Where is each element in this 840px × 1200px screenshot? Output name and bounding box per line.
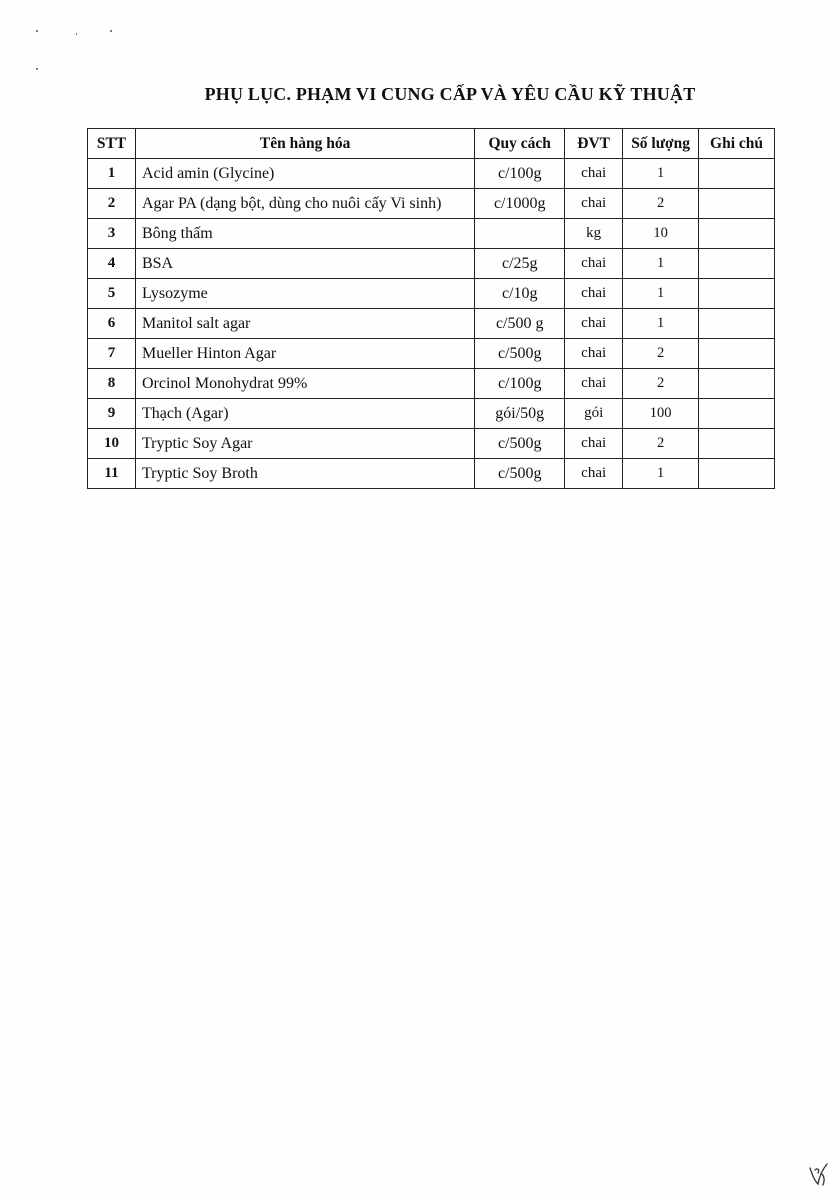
- scan-speck: [36, 68, 38, 70]
- row-item-name: Thạch (Agar): [135, 399, 474, 429]
- row-note: [699, 429, 775, 459]
- row-unit: chai: [565, 459, 623, 489]
- header-item-name: Tên hàng hóa: [135, 129, 474, 159]
- scan-speck: [110, 30, 112, 32]
- row-specification: c/1000g: [475, 189, 565, 219]
- table-row: [88, 279, 775, 309]
- row-item-name: Acid amin (Glycine): [135, 159, 474, 189]
- row-item-name: Tryptic Soy Broth: [135, 459, 474, 489]
- row-unit: chai: [565, 309, 623, 339]
- table-row: [88, 429, 775, 459]
- row-unit: chai: [565, 279, 623, 309]
- row-unit: chai: [565, 429, 623, 459]
- row-quantity: 1: [623, 459, 699, 489]
- row-specification: c/500g: [475, 459, 565, 489]
- row-stt: 1: [88, 159, 136, 189]
- row-note: [699, 399, 775, 429]
- row-item-name: Agar PA (dạng bột, dùng cho nuôi cấy Vi sinh): [135, 189, 474, 219]
- row-item-name: Lysozyme: [135, 279, 474, 309]
- initials-signature: [806, 1158, 830, 1188]
- row-quantity: 1: [623, 279, 699, 309]
- row-stt: 9: [88, 399, 136, 429]
- header-unit: ĐVT: [565, 129, 623, 159]
- row-stt: 11: [88, 459, 136, 489]
- table-row: [88, 309, 775, 339]
- row-quantity: 100: [623, 399, 699, 429]
- row-unit: chai: [565, 189, 623, 219]
- row-stt: 4: [88, 249, 136, 279]
- row-quantity: 1: [623, 249, 699, 279]
- header-stt: STT: [88, 129, 136, 159]
- row-unit: chai: [565, 159, 623, 189]
- row-stt: 7: [88, 339, 136, 369]
- items-table: [87, 128, 775, 489]
- row-specification: [475, 219, 565, 249]
- table-header-row: [88, 129, 775, 159]
- row-note: [699, 459, 775, 489]
- row-note: [699, 279, 775, 309]
- row-specification: c/500 g: [475, 309, 565, 339]
- table-row: [88, 399, 775, 429]
- table-row: [88, 459, 775, 489]
- table-row: [88, 369, 775, 399]
- row-specification: c/10g: [475, 279, 565, 309]
- row-quantity: 2: [623, 339, 699, 369]
- row-stt: 10: [88, 429, 136, 459]
- row-unit: chai: [565, 339, 623, 369]
- page-title: PHỤ LỤC. PHẠM VI CUNG CẤP VÀ YÊU CẦU KỸ THUẬT: [204, 84, 696, 104]
- row-unit: chai: [565, 249, 623, 279]
- row-quantity: 1: [623, 159, 699, 189]
- table-row: [88, 249, 775, 279]
- row-specification: c/25g: [475, 249, 565, 279]
- row-item-name: Mueller Hinton Agar: [135, 339, 474, 369]
- row-note: [699, 219, 775, 249]
- scan-speck: [76, 33, 77, 35]
- row-item-name: Orcinol Monohydrat 99%: [135, 369, 474, 399]
- row-unit: gói: [565, 399, 623, 429]
- row-specification: c/100g: [475, 369, 565, 399]
- row-unit: kg: [565, 219, 623, 249]
- row-stt: 6: [88, 309, 136, 339]
- table-row: [88, 189, 775, 219]
- row-note: [699, 159, 775, 189]
- row-specification: c/500g: [475, 339, 565, 369]
- row-note: [699, 189, 775, 219]
- row-specification: c/500g: [475, 429, 565, 459]
- row-specification: gói/50g: [475, 399, 565, 429]
- header-note: Ghi chú: [699, 129, 775, 159]
- row-quantity: 2: [623, 429, 699, 459]
- row-note: [699, 339, 775, 369]
- row-quantity: 2: [623, 369, 699, 399]
- row-note: [699, 369, 775, 399]
- row-item-name: Bông thấm: [135, 219, 474, 249]
- row-quantity: 10: [623, 219, 699, 249]
- row-note: [699, 249, 775, 279]
- row-stt: 3: [88, 219, 136, 249]
- scan-speck: [36, 30, 38, 32]
- row-quantity: 2: [623, 189, 699, 219]
- row-stt: 5: [88, 279, 136, 309]
- row-specification: c/100g: [475, 159, 565, 189]
- header-quantity: Số lượng: [623, 129, 699, 159]
- table-row: [88, 339, 775, 369]
- row-item-name: Manitol salt agar: [135, 309, 474, 339]
- row-item-name: Tryptic Soy Agar: [135, 429, 474, 459]
- row-note: [699, 309, 775, 339]
- row-item-name: BSA: [135, 249, 474, 279]
- table-row: [88, 219, 775, 249]
- header-specification: Quy cách: [475, 129, 565, 159]
- row-unit: chai: [565, 369, 623, 399]
- row-quantity: 1: [623, 309, 699, 339]
- row-stt: 8: [88, 369, 136, 399]
- row-stt: 2: [88, 189, 136, 219]
- table-row: [88, 159, 775, 189]
